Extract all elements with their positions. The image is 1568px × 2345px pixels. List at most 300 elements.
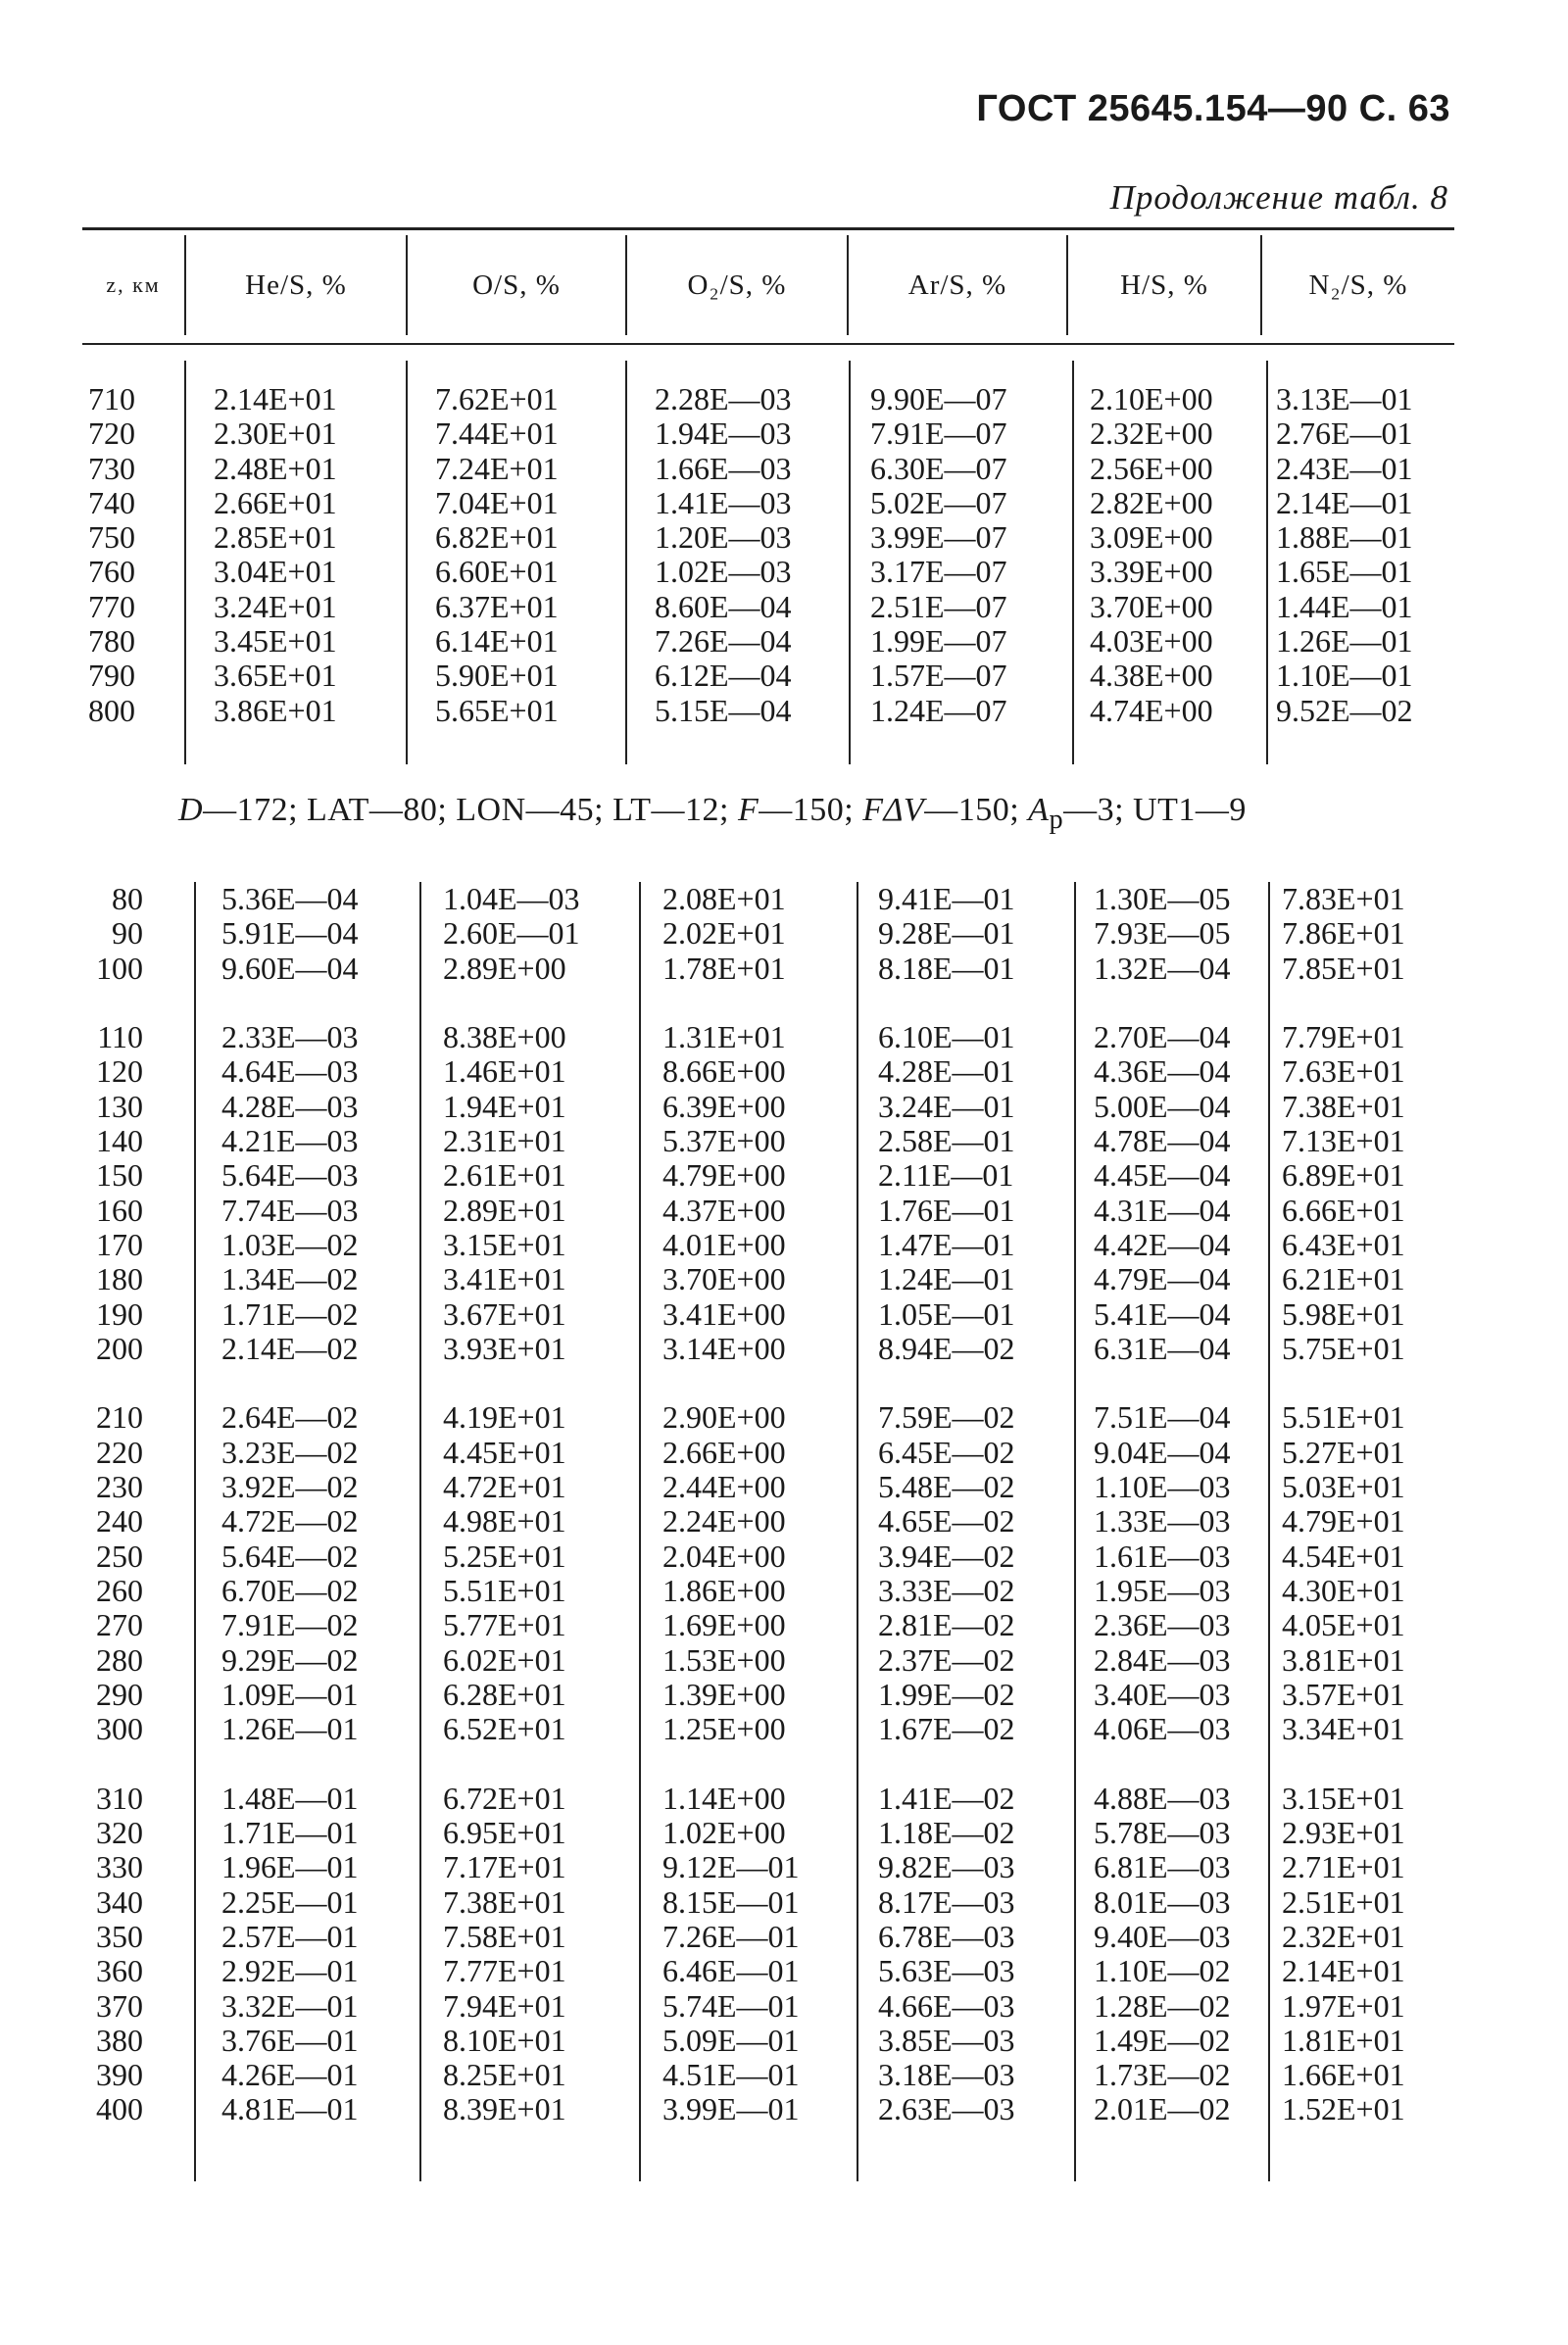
caption-ap: A <box>1028 792 1050 828</box>
h-cell: 1.10E—02 <box>1094 1953 1231 1989</box>
h-cell: 3.40E—03 <box>1094 1676 1231 1712</box>
block2-o2-column <box>662 882 800 2127</box>
h-cell: 3.39E+00 <box>1090 554 1213 590</box>
column-divider <box>857 882 858 2181</box>
group-gap <box>1094 986 1231 1020</box>
o-cell: 4.98E+01 <box>443 1503 566 1539</box>
o-cell: 7.44E+01 <box>435 415 559 452</box>
block1-h-column <box>1090 382 1213 728</box>
ar-cell: 3.18E—03 <box>878 2057 1015 2093</box>
o2-cell: 5.15E—04 <box>655 692 792 728</box>
group-gap <box>78 1746 143 1781</box>
ar-cell: 1.24E—07 <box>870 692 1007 728</box>
o-cell: 8.38E+00 <box>443 1019 566 1055</box>
h-cell: 4.88E—03 <box>1094 1780 1231 1816</box>
o-cell: 5.25E+01 <box>443 1538 566 1574</box>
o2-cell: 4.79E+00 <box>662 1157 786 1194</box>
he-cell: 2.48E+01 <box>214 450 337 486</box>
group-gap <box>1282 1366 1405 1400</box>
he-cell: 1.96E—01 <box>221 1849 359 1885</box>
h-cell: 5.41E—04 <box>1094 1295 1231 1332</box>
block1-o2-column <box>655 382 792 728</box>
z-cell: 210 <box>96 1399 143 1436</box>
ar-cell: 1.41E—02 <box>878 1780 1015 1816</box>
n2-cell: 3.57E+01 <box>1282 1676 1405 1712</box>
ar-cell: 1.05E—01 <box>878 1295 1015 1332</box>
z-cell: 240 <box>96 1503 143 1539</box>
o2-cell: 1.02E—03 <box>655 554 792 590</box>
he-cell: 4.28E—03 <box>221 1088 359 1124</box>
column-divider <box>194 882 196 2181</box>
z-cell: 800 <box>88 692 135 728</box>
o-cell: 3.93E+01 <box>443 1330 566 1366</box>
h-cell: 2.32E+00 <box>1090 415 1213 452</box>
n2-cell: 2.14E—01 <box>1276 484 1413 520</box>
he-cell: 5.64E—03 <box>221 1157 359 1194</box>
ar-cell: 7.59E—02 <box>878 1399 1015 1436</box>
o-cell: 6.52E+01 <box>443 1711 566 1747</box>
o-cell: 2.60E—01 <box>443 915 580 952</box>
z-cell: 400 <box>96 2091 143 2127</box>
h-cell: 5.78E—03 <box>1094 1815 1231 1851</box>
ar-cell: 5.02E—07 <box>870 484 1007 520</box>
n2-cell: 1.65E—01 <box>1276 554 1413 590</box>
z-cell: 290 <box>96 1676 143 1712</box>
z-cell: 740 <box>88 484 135 520</box>
z-cell: 110 <box>97 1019 143 1055</box>
h-cell: 1.33E—03 <box>1094 1503 1231 1539</box>
he-cell: 3.23E—02 <box>221 1434 359 1470</box>
n2-cell: 7.13E+01 <box>1282 1123 1405 1159</box>
n2-cell: 7.83E+01 <box>1282 881 1405 916</box>
o-cell: 6.37E+01 <box>435 588 559 624</box>
o2-cell: 6.12E—04 <box>655 658 792 694</box>
he-cell: 9.60E—04 <box>221 950 359 986</box>
ar-cell: 1.67E—02 <box>878 1711 1015 1747</box>
column-header-he: He/S, % <box>245 269 347 301</box>
h-cell: 4.38E+00 <box>1090 658 1213 694</box>
ar-cell: 1.47E—01 <box>878 1226 1015 1262</box>
n2-cell: 2.32E+01 <box>1282 1918 1405 1954</box>
z-cell: 140 <box>96 1123 143 1159</box>
he-cell: 1.34E—02 <box>221 1261 359 1297</box>
ar-cell: 3.33E—02 <box>878 1572 1015 1608</box>
o2-cell: 2.04E+00 <box>662 1538 786 1574</box>
o-cell: 6.72E+01 <box>443 1780 566 1816</box>
he-cell: 3.32E—01 <box>221 1987 359 2024</box>
ar-cell: 2.11E—01 <box>878 1157 1014 1194</box>
column-header-o2: O₂/S, % <box>687 269 787 301</box>
ar-cell: 3.85E—03 <box>878 2022 1015 2058</box>
o2-cell: 2.24E+00 <box>662 1503 786 1539</box>
h-cell: 7.93E—05 <box>1094 915 1231 952</box>
n2-cell: 2.93E+01 <box>1282 1815 1405 1851</box>
o-cell: 2.89E+00 <box>443 950 566 986</box>
h-cell: 1.10E—03 <box>1094 1469 1231 1505</box>
ar-cell: 9.28E—01 <box>878 915 1015 952</box>
he-cell: 7.74E—03 <box>221 1192 359 1228</box>
o-cell: 8.39E+01 <box>443 2091 566 2127</box>
column-divider <box>1266 361 1268 764</box>
n2-cell: 3.15E+01 <box>1282 1780 1405 1816</box>
block2-n2-column <box>1282 882 1405 2127</box>
block1-ar-column <box>870 382 1007 728</box>
o2-cell: 3.70E+00 <box>662 1261 786 1297</box>
o2-cell: 2.66E+00 <box>662 1434 786 1470</box>
he-cell: 6.70E—02 <box>221 1572 359 1608</box>
o-cell: 5.77E+01 <box>443 1607 566 1643</box>
group-gap <box>878 1746 1015 1781</box>
z-cell: 180 <box>96 1261 143 1297</box>
h-cell: 1.28E—02 <box>1094 1987 1231 2024</box>
n2-cell: 1.81E+01 <box>1282 2022 1405 2058</box>
page-title: ГОСТ 25645.154—90 С. 63 <box>976 88 1450 129</box>
h-cell: 9.04E—04 <box>1094 1434 1231 1470</box>
h-cell: 1.49E—02 <box>1094 2022 1231 2058</box>
column-header-n2: N₂/S, % <box>1308 269 1408 301</box>
group-gap <box>662 986 800 1020</box>
n2-cell: 1.10E—01 <box>1276 658 1413 694</box>
column-divider <box>1074 882 1076 2181</box>
caption-ap-sub: p <box>1049 804 1064 835</box>
he-cell: 3.45E+01 <box>214 623 337 660</box>
he-cell: 2.25E—01 <box>221 1883 359 1920</box>
h-cell: 2.70E—04 <box>1094 1019 1231 1055</box>
group-gap <box>878 986 1015 1020</box>
h-cell: 2.01E—02 <box>1094 2091 1231 2127</box>
ar-cell: 9.41E—01 <box>878 881 1015 916</box>
z-cell: 310 <box>96 1780 143 1816</box>
h-cell: 1.61E—03 <box>1094 1538 1231 1574</box>
ar-cell: 3.99E—07 <box>870 519 1007 556</box>
o2-cell: 7.26E—01 <box>662 1918 800 1954</box>
z-cell: 780 <box>88 623 135 660</box>
n2-cell: 6.43E+01 <box>1282 1226 1405 1262</box>
o2-cell: 1.94E—03 <box>655 415 792 452</box>
o-cell: 1.04E—03 <box>443 881 580 916</box>
block1-o-column <box>435 382 559 728</box>
h-cell: 4.31E—04 <box>1094 1192 1231 1228</box>
z-cell: 720 <box>88 415 135 452</box>
o-cell: 6.60E+01 <box>435 554 559 590</box>
o2-cell: 4.01E+00 <box>662 1226 786 1262</box>
group-gap <box>221 1366 359 1400</box>
h-cell: 3.70E+00 <box>1090 588 1213 624</box>
n2-cell: 1.52E+01 <box>1282 2091 1405 2127</box>
z-cell: 770 <box>88 588 135 624</box>
table-top-rule <box>82 227 1454 230</box>
caption-fdv: FΔV <box>862 792 925 828</box>
h-cell: 4.36E—04 <box>1094 1053 1231 1090</box>
column-divider <box>625 361 627 764</box>
ar-cell: 5.63E—03 <box>878 1953 1015 1989</box>
o-cell: 2.61E+01 <box>443 1157 566 1194</box>
ar-cell: 3.94E—02 <box>878 1538 1015 1574</box>
ar-cell: 3.17E—07 <box>870 554 1007 590</box>
he-cell: 4.21E—03 <box>221 1123 359 1159</box>
o2-cell: 1.14E+00 <box>662 1780 786 1816</box>
he-cell: 2.33E—03 <box>221 1019 359 1055</box>
o2-cell: 6.39E+00 <box>662 1088 786 1124</box>
z-cell: 360 <box>96 1953 143 1989</box>
n2-cell: 6.89E+01 <box>1282 1157 1405 1194</box>
n2-cell: 7.86E+01 <box>1282 915 1405 952</box>
o2-cell: 8.15E—01 <box>662 1883 800 1920</box>
o-cell: 7.24E+01 <box>435 450 559 486</box>
z-cell: 150 <box>96 1157 143 1194</box>
o2-cell: 2.90E+00 <box>662 1399 786 1436</box>
z-cell: 340 <box>96 1883 143 1920</box>
caption-fdv-value: —150; <box>924 792 1029 828</box>
z-cell: 380 <box>96 2022 143 2058</box>
z-cell: 120 <box>96 1053 143 1090</box>
o2-cell: 1.39E+00 <box>662 1676 786 1712</box>
caption-f: F <box>737 792 760 828</box>
he-cell: 2.85E+01 <box>214 519 337 556</box>
z-cell: 280 <box>96 1641 143 1678</box>
z-cell: 330 <box>96 1849 143 1885</box>
o-cell: 6.14E+01 <box>435 623 559 660</box>
o2-cell: 1.41E—03 <box>655 484 792 520</box>
o2-cell: 1.25E+00 <box>662 1711 786 1747</box>
z-cell: 220 <box>96 1434 143 1470</box>
group-gap <box>662 1366 800 1400</box>
ar-cell: 2.58E—01 <box>878 1123 1015 1159</box>
o-cell: 3.15E+01 <box>443 1226 566 1262</box>
n2-cell: 7.38E+01 <box>1282 1088 1405 1124</box>
h-cell: 7.51E—04 <box>1094 1399 1231 1436</box>
n2-cell: 9.52E—02 <box>1276 692 1413 728</box>
he-cell: 9.29E—02 <box>221 1641 359 1678</box>
o2-cell: 1.20E—03 <box>655 519 792 556</box>
he-cell: 2.92E—01 <box>221 1953 359 1989</box>
o-cell: 5.65E+01 <box>435 692 559 728</box>
h-cell: 2.82E+00 <box>1090 484 1213 520</box>
h-cell: 4.45E—04 <box>1094 1157 1231 1194</box>
h-cell: 1.32E—04 <box>1094 950 1231 986</box>
ar-cell: 9.82E—03 <box>878 1849 1015 1885</box>
n2-cell: 1.66E+01 <box>1282 2057 1405 2093</box>
z-cell: 130 <box>96 1088 143 1124</box>
o2-cell: 2.44E+00 <box>662 1469 786 1505</box>
n2-cell: 7.63E+01 <box>1282 1053 1405 1090</box>
z-cell: 300 <box>96 1711 143 1747</box>
ar-cell: 2.63E—03 <box>878 2091 1015 2127</box>
o2-cell: 2.28E—03 <box>655 381 792 416</box>
o-cell: 6.95E+01 <box>443 1815 566 1851</box>
o-cell: 8.25E+01 <box>443 2057 566 2093</box>
ar-cell: 1.24E—01 <box>878 1261 1015 1297</box>
o-cell: 7.77E+01 <box>443 1953 566 1989</box>
block2-he-column <box>221 882 359 2127</box>
ar-cell: 1.99E—02 <box>878 1676 1015 1712</box>
o2-cell: 8.60E—04 <box>655 588 792 624</box>
column-divider <box>639 882 641 2181</box>
block2-o-column <box>443 882 580 2127</box>
ar-cell: 1.18E—02 <box>878 1815 1015 1851</box>
o-cell: 7.04E+01 <box>435 484 559 520</box>
group-gap <box>443 1366 580 1400</box>
he-cell: 3.65E+01 <box>214 658 337 694</box>
n2-cell: 5.03E+01 <box>1282 1469 1405 1505</box>
n2-cell: 2.14E+01 <box>1282 1953 1405 1989</box>
ar-cell: 1.76E—01 <box>878 1192 1015 1228</box>
caption-ap-value: —3; UT1—9 <box>1063 792 1247 828</box>
group-gap <box>878 1366 1015 1400</box>
z-cell: 260 <box>96 1572 143 1608</box>
h-cell: 9.40E—03 <box>1094 1918 1231 1954</box>
o2-cell: 1.66E—03 <box>655 450 792 486</box>
column-divider <box>1072 361 1074 764</box>
o-cell: 2.31E+01 <box>443 1123 566 1159</box>
block2-z-column <box>78 882 143 2127</box>
he-cell: 2.14E—02 <box>221 1330 359 1366</box>
n2-cell: 5.51E+01 <box>1282 1399 1405 1436</box>
o2-cell: 2.02E+01 <box>662 915 786 952</box>
o-cell: 4.72E+01 <box>443 1469 566 1505</box>
he-cell: 5.36E—04 <box>221 881 359 916</box>
o-cell: 7.62E+01 <box>435 381 559 416</box>
o2-cell: 7.26E—04 <box>655 623 792 660</box>
he-cell: 4.81E—01 <box>221 2091 359 2127</box>
he-cell: 3.24E+01 <box>214 588 337 624</box>
group-gap <box>1094 1366 1231 1400</box>
he-cell: 3.86E+01 <box>214 692 337 728</box>
z-cell: 320 <box>96 1815 143 1851</box>
o-cell: 7.58E+01 <box>443 1918 566 1954</box>
ar-cell: 3.24E—01 <box>878 1088 1015 1124</box>
h-cell: 2.10E+00 <box>1090 381 1213 416</box>
group-gap <box>221 1746 359 1781</box>
h-cell: 2.84E—03 <box>1094 1641 1231 1678</box>
caption-f-value: —150; <box>759 792 863 828</box>
o2-cell: 3.41E+00 <box>662 1295 786 1332</box>
group-gap <box>443 1746 580 1781</box>
block1-z-column <box>78 382 135 728</box>
ar-cell: 9.90E—07 <box>870 381 1007 416</box>
o-cell: 3.67E+01 <box>443 1295 566 1332</box>
ar-cell: 7.91E—07 <box>870 415 1007 452</box>
z-cell: 750 <box>88 519 135 556</box>
o2-cell: 6.46E—01 <box>662 1953 800 1989</box>
n2-cell: 7.79E+01 <box>1282 1019 1405 1055</box>
z-cell: 760 <box>88 554 135 590</box>
he-cell: 5.91E—04 <box>221 915 359 952</box>
column-header-h: H/S, % <box>1120 269 1208 301</box>
z-cell: 230 <box>96 1469 143 1505</box>
block2-h-column <box>1094 882 1231 2127</box>
o-cell: 5.90E+01 <box>435 658 559 694</box>
o-cell: 1.46E+01 <box>443 1053 566 1090</box>
he-cell: 3.76E—01 <box>221 2022 359 2058</box>
z-cell: 80 <box>112 881 143 916</box>
o2-cell: 5.09E—01 <box>662 2022 800 2058</box>
block1-he-column <box>214 382 337 728</box>
z-cell: 790 <box>88 658 135 694</box>
h-cell: 4.78E—04 <box>1094 1123 1231 1159</box>
ar-cell: 6.10E—01 <box>878 1019 1015 1055</box>
group-gap <box>1282 986 1405 1020</box>
group-gap <box>78 986 143 1020</box>
n2-cell: 3.81E+01 <box>1282 1641 1405 1678</box>
ar-cell: 4.28E—01 <box>878 1053 1015 1090</box>
group-gap <box>78 1366 143 1400</box>
n2-cell: 4.30E+01 <box>1282 1572 1405 1608</box>
h-cell: 4.42E—04 <box>1094 1226 1231 1262</box>
z-cell: 350 <box>96 1918 143 1954</box>
z-cell: 270 <box>96 1607 143 1643</box>
column-divider <box>184 361 186 764</box>
o-cell: 7.94E+01 <box>443 1987 566 2024</box>
column-divider <box>406 361 408 764</box>
n2-cell: 4.79E+01 <box>1282 1503 1405 1539</box>
z-cell: 200 <box>96 1330 143 1366</box>
o-cell: 7.38E+01 <box>443 1883 566 1920</box>
o2-cell: 4.51E—01 <box>662 2057 800 2093</box>
z-cell: 160 <box>96 1192 143 1228</box>
n2-cell: 4.05E+01 <box>1282 1607 1405 1643</box>
ar-cell: 8.94E—02 <box>878 1330 1015 1366</box>
group-gap <box>221 986 359 1020</box>
o-cell: 2.89E+01 <box>443 1192 566 1228</box>
n2-cell: 1.88E—01 <box>1276 519 1413 556</box>
group-gap <box>1094 1746 1231 1781</box>
column-divider <box>419 882 421 2181</box>
block2-ar-column <box>878 882 1015 2127</box>
h-cell: 4.06E—03 <box>1094 1711 1231 1747</box>
n2-cell: 2.43E—01 <box>1276 450 1413 486</box>
n2-cell: 2.71E+01 <box>1282 1849 1405 1885</box>
block1-n2-column <box>1276 382 1413 728</box>
he-cell: 1.71E—01 <box>221 1815 359 1851</box>
n2-cell: 1.97E+01 <box>1282 1987 1405 2024</box>
n2-cell: 5.75E+01 <box>1282 1330 1405 1366</box>
group-gap <box>443 986 580 1020</box>
o-cell: 6.28E+01 <box>443 1676 566 1712</box>
o-cell: 8.10E+01 <box>443 2022 566 2058</box>
o2-cell: 2.08E+01 <box>662 881 786 916</box>
he-cell: 3.04E+01 <box>214 554 337 590</box>
o2-cell: 1.53E+00 <box>662 1641 786 1678</box>
n2-cell: 4.54E+01 <box>1282 1538 1405 1574</box>
he-cell: 2.66E+01 <box>214 484 337 520</box>
z-cell: 390 <box>96 2057 143 2093</box>
ar-cell: 2.81E—02 <box>878 1607 1015 1643</box>
he-cell: 4.64E—03 <box>221 1053 359 1090</box>
he-cell: 1.71E—02 <box>221 1295 359 1332</box>
o-cell: 7.17E+01 <box>443 1849 566 1885</box>
ar-cell: 6.45E—02 <box>878 1434 1015 1470</box>
o2-cell: 4.37E+00 <box>662 1192 786 1228</box>
o2-cell: 5.74E—01 <box>662 1987 800 2024</box>
conditions-caption <box>178 792 1354 836</box>
z-cell: 100 <box>96 950 143 986</box>
he-cell: 2.14E+01 <box>214 381 337 416</box>
n2-cell: 6.66E+01 <box>1282 1192 1405 1228</box>
h-cell: 2.56E+00 <box>1090 450 1213 486</box>
he-cell: 1.03E—02 <box>221 1226 359 1262</box>
table-continuation-label: Продолжение табл. 8 <box>1109 178 1448 217</box>
group-gap <box>1282 1746 1405 1781</box>
n2-cell: 5.98E+01 <box>1282 1295 1405 1332</box>
group-gap <box>662 1746 800 1781</box>
he-cell: 2.57E—01 <box>221 1918 359 1954</box>
o-cell: 3.41E+01 <box>443 1261 566 1297</box>
he-cell: 3.92E—02 <box>221 1469 359 1505</box>
o-cell: 1.94E+01 <box>443 1088 566 1124</box>
z-cell: 730 <box>88 450 135 486</box>
ar-cell: 1.99E—07 <box>870 623 1007 660</box>
